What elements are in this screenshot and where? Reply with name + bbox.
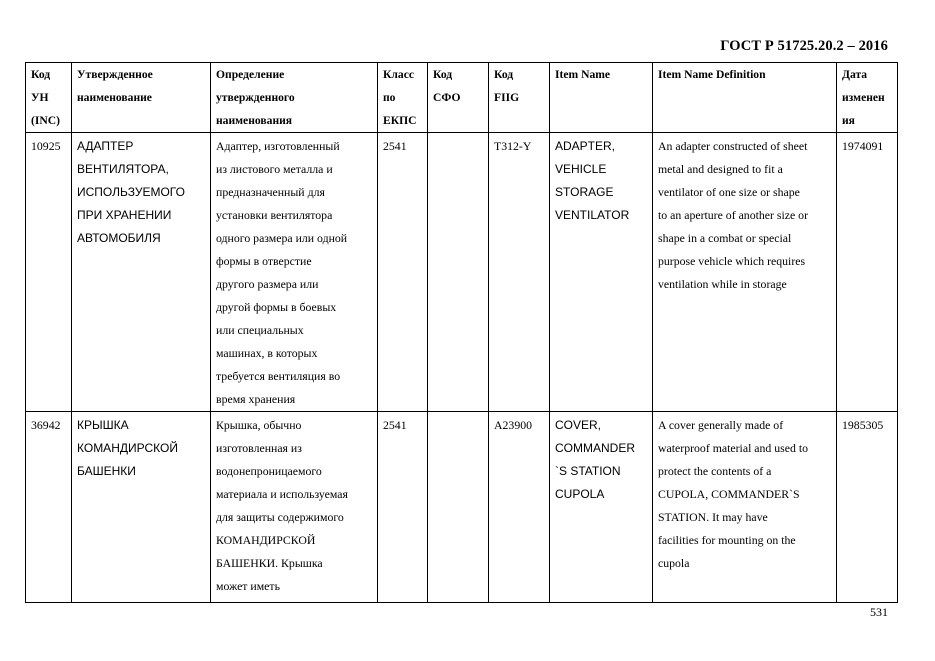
cell-item-name-definition: A cover generally made of waterproof material and used to protect the contents of a CUPOLA, COMMANDER`S STATION. It may have facilities for mounting on the cupola bbox=[653, 412, 837, 603]
document-header: ГОСТ Р 51725.20.2 – 2016 bbox=[720, 38, 888, 54]
column-header-sfo: Код СФО bbox=[428, 63, 489, 133]
cell-fiig: T312-Y bbox=[489, 133, 550, 412]
column-header-item-name-definition: Item Name Definition bbox=[653, 63, 837, 133]
column-header-name-definition-ru: Определение утвержденного наименования bbox=[211, 63, 378, 133]
data-table bbox=[25, 62, 898, 603]
cell-definition-ru: Адаптер, изготовленный из листового металла и предназначенный для установки вентилятора одного размера или одной формы в отверстие другого размера или другой формы в боевых или специальных машинах, в которых требуется вентиляция во время хранения bbox=[211, 133, 378, 412]
cell-item-name: ADAPTER, VEHICLE STORAGE VENTILATOR bbox=[550, 133, 653, 412]
column-header-item-name: Item Name bbox=[550, 63, 653, 133]
cell-class: 2541 bbox=[378, 412, 428, 603]
cell-approved-name: АДАПТЕР ВЕНТИЛЯТОРА, ИСПОЛЬЗУЕМОГО ПРИ ХРАНЕНИИ АВТОМОБИЛЯ bbox=[72, 133, 211, 412]
cell-item-name-definition: An adapter constructed of sheet metal and designed to fit a ventilator of one size or shape to an aperture of another size or shape in a combat or special purpose vehicle which requires ventilation while in storage bbox=[653, 133, 837, 412]
column-header-code: Код УН (INC) bbox=[26, 63, 72, 133]
cell-code: 10925 bbox=[26, 133, 72, 412]
cell-change-date: 1985305 bbox=[837, 412, 898, 603]
cell-code: 36942 bbox=[26, 412, 72, 603]
table-row bbox=[26, 133, 898, 412]
table-header-row bbox=[26, 63, 898, 133]
column-header-class: Класс по ЕКПС bbox=[378, 63, 428, 133]
cell-sfo bbox=[428, 412, 489, 603]
column-header-change-date: Дата изменен ия bbox=[837, 63, 898, 133]
cell-item-name: COVER, COMMANDER `S STATION CUPOLA bbox=[550, 412, 653, 603]
cell-definition-ru: Крышка, обычно изготовленная из водонепроницаемого материала и используемая для защиты содержимого КОМАНДИРСКОЙ БАШЕНКИ. Крышка может иметь bbox=[211, 412, 378, 603]
cell-sfo bbox=[428, 133, 489, 412]
column-header-fiig: Код FIIG bbox=[489, 63, 550, 133]
column-header-approved-name: Утвержденное наименование bbox=[72, 63, 211, 133]
cell-approved-name: КРЫШКА КОМАНДИРСКОЙ БАШЕНКИ bbox=[72, 412, 211, 603]
cell-class: 2541 bbox=[378, 133, 428, 412]
cell-fiig: A23900 bbox=[489, 412, 550, 603]
page-number: 531 bbox=[870, 605, 888, 619]
cell-change-date: 1974091 bbox=[837, 133, 898, 412]
table-row bbox=[26, 412, 898, 603]
